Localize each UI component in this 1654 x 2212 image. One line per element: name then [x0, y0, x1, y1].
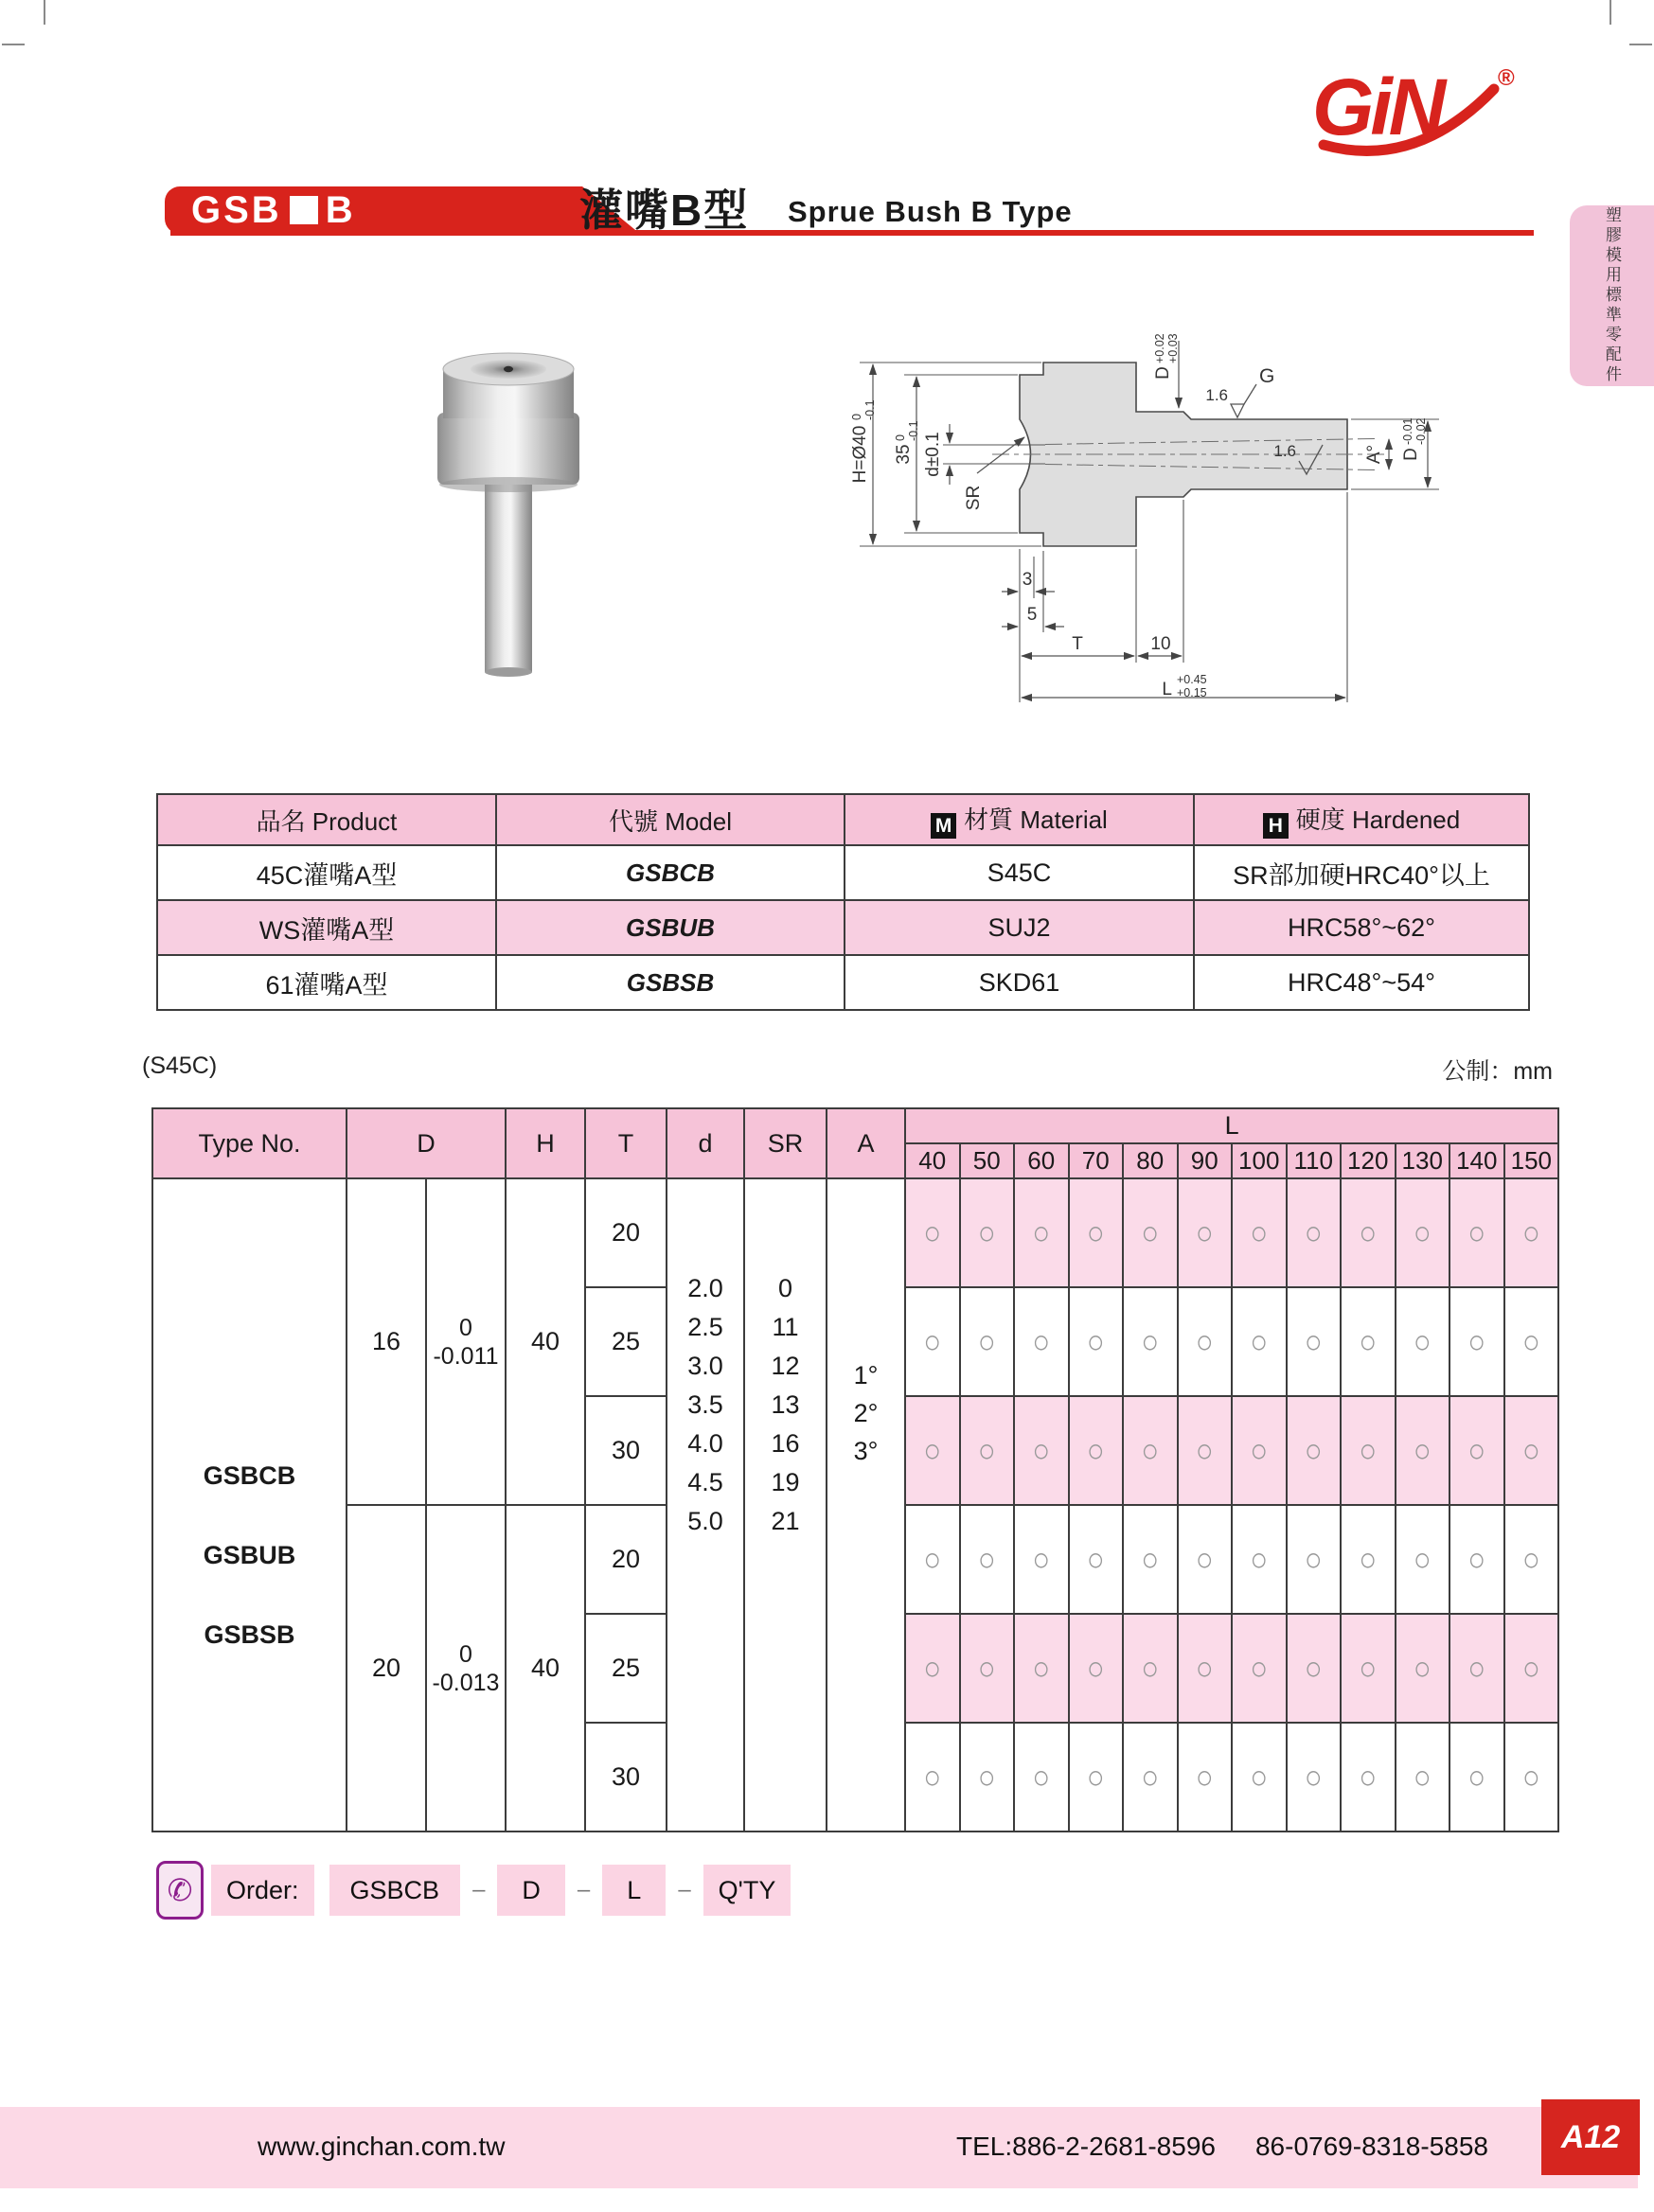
spec-header-row [157, 794, 1529, 845]
availability-circle: ○ [1413, 1321, 1432, 1361]
availability-circle: ○ [1141, 1757, 1160, 1796]
col-model: 代號 Model [496, 794, 845, 845]
T-value: 20 [585, 1178, 667, 1287]
material: SUJ2 [845, 900, 1194, 955]
availability-circle: ○ [1467, 1648, 1486, 1688]
l-col-header: 60 [1014, 1143, 1069, 1178]
availability-circle: ○ [1413, 1648, 1432, 1688]
dimension-table [151, 1107, 1559, 1832]
hardness: HRC48°~54° [1194, 955, 1529, 1010]
material: SKD61 [845, 955, 1194, 1010]
svg-text:1.6: 1.6 [1273, 442, 1296, 460]
availability-circle: ○ [1521, 1430, 1540, 1470]
l-col-header: 150 [1504, 1143, 1559, 1178]
availability-cell [1449, 1505, 1504, 1614]
dim-row [152, 1178, 1558, 1287]
model-code-suffix: B [325, 188, 356, 231]
drawing-labels [850, 333, 1428, 699]
l-col-header: 80 [1123, 1143, 1178, 1178]
availability-cell [1504, 1287, 1559, 1396]
availability-circle: ○ [1413, 1539, 1432, 1579]
col-H: H [506, 1108, 585, 1178]
availability-cell [1232, 1178, 1287, 1287]
col-T: T [585, 1108, 667, 1178]
availability-circle: ○ [1521, 1321, 1540, 1361]
availability-cell [1449, 1723, 1504, 1832]
availability-cell [1123, 1178, 1178, 1287]
availability-circle: ○ [1195, 1212, 1214, 1252]
svg-text:+0.03: +0.03 [1166, 333, 1180, 363]
availability-circle: ○ [1032, 1648, 1051, 1688]
website: www.ginchan.com.tw [258, 2132, 506, 2161]
product-name: WS灌嘴A型 [157, 900, 496, 955]
availability-cell [960, 1287, 1015, 1396]
availability-cell [905, 1287, 960, 1396]
availability-circle: ○ [1032, 1539, 1051, 1579]
H-value: 40 [506, 1505, 585, 1832]
l-col-header: 70 [1069, 1143, 1124, 1178]
availability-circle: ○ [1250, 1539, 1269, 1579]
svg-text:T: T [1072, 634, 1083, 654]
col-SR: SR [744, 1108, 827, 1178]
availability-circle: ○ [977, 1321, 996, 1361]
brand-logo [1307, 55, 1529, 161]
svg-text:+0.02: +0.02 [1153, 333, 1166, 363]
availability-circle: ○ [1250, 1648, 1269, 1688]
availability-cell [905, 1723, 960, 1832]
availability-cell [1069, 1287, 1124, 1396]
availability-circle: ○ [1413, 1430, 1432, 1470]
col-product: 品名 Product [157, 794, 496, 845]
availability-cell [1396, 1614, 1450, 1723]
availability-cell [1504, 1396, 1559, 1505]
d-values-cell: 2.0 2.5 3.0 3.5 4.0 4.5 5.0 [667, 1178, 744, 1832]
order-separator: – [678, 1877, 691, 1902]
availability-cell [1449, 1178, 1504, 1287]
availability-circle: ○ [1467, 1539, 1486, 1579]
availability-circle: ○ [1250, 1212, 1269, 1252]
svg-text:H=Ø40: H=Ø40 [850, 425, 870, 484]
availability-cell [1069, 1178, 1124, 1287]
material-badge-icon: M [931, 813, 956, 839]
hardened-badge-icon: H [1263, 813, 1289, 839]
svg-text:SR: SR [964, 485, 984, 511]
availability-cell [1123, 1287, 1178, 1396]
availability-cell [960, 1614, 1015, 1723]
availability-cell [1287, 1178, 1342, 1287]
availability-cell [1396, 1723, 1450, 1832]
crop-mark [1610, 0, 1611, 25]
page-title-en: Sprue Bush B Type [788, 195, 1073, 228]
availability-cell [1341, 1614, 1396, 1723]
availability-cell [1069, 1396, 1124, 1505]
page-title-zh: 灌嘴B型 [579, 186, 750, 235]
telephone: TEL:886-2-2681-8596 86-0769-8318-5858 [956, 2132, 1488, 2161]
availability-cell [1396, 1287, 1450, 1396]
availability-circle: ○ [1141, 1321, 1160, 1361]
svg-text:3: 3 [1022, 570, 1033, 590]
availability-circle: ○ [923, 1757, 942, 1796]
availability-circle: ○ [1086, 1648, 1105, 1688]
availability-cell [1449, 1614, 1504, 1723]
order-separator: – [577, 1877, 591, 1902]
model-code-badge [163, 186, 642, 235]
availability-cell [960, 1505, 1015, 1614]
l-col-header: 140 [1449, 1143, 1504, 1178]
availability-cell [1341, 1505, 1396, 1614]
availability-circle: ○ [1304, 1539, 1323, 1579]
T-value: 20 [585, 1505, 667, 1614]
svg-text:-0.01: -0.01 [1401, 417, 1414, 445]
col-hardened: H 硬度 Hardened [1194, 794, 1529, 845]
availability-cell [1504, 1614, 1559, 1723]
availability-circle: ○ [1521, 1539, 1540, 1579]
availability-cell [1123, 1614, 1178, 1723]
svg-text:1.6: 1.6 [1205, 386, 1228, 404]
availability-circle: ○ [1521, 1648, 1540, 1688]
availability-cell [1178, 1614, 1233, 1723]
availability-circle: ○ [1359, 1430, 1378, 1470]
availability-circle: ○ [1359, 1212, 1378, 1252]
crop-mark [1629, 44, 1652, 45]
availability-circle: ○ [1304, 1321, 1323, 1361]
availability-circle: ○ [1032, 1757, 1051, 1796]
availability-cell [905, 1178, 960, 1287]
order-part-D: D [497, 1865, 565, 1916]
availability-circle: ○ [977, 1757, 996, 1796]
availability-cell [905, 1505, 960, 1614]
availability-circle: ○ [977, 1648, 996, 1688]
availability-circle: ○ [1086, 1212, 1105, 1252]
availability-cell [960, 1723, 1015, 1832]
l-col-header: 50 [960, 1143, 1015, 1178]
svg-text:5: 5 [1026, 605, 1038, 625]
availability-circle: ○ [1195, 1430, 1214, 1470]
availability-circle: ○ [1359, 1539, 1378, 1579]
dim-header-row [152, 1108, 1558, 1143]
availability-cell [1449, 1396, 1504, 1505]
hardness: HRC58°~62° [1194, 900, 1529, 955]
material-note: (S45C) [142, 1053, 218, 1079]
availability-cell [1014, 1287, 1069, 1396]
availability-cell [1287, 1614, 1342, 1723]
availability-circle: ○ [923, 1648, 942, 1688]
col-L: L [905, 1108, 1558, 1143]
availability-circle: ○ [1304, 1430, 1323, 1470]
availability-circle: ○ [923, 1539, 942, 1579]
spec-table [156, 793, 1530, 1011]
availability-circle: ○ [1141, 1539, 1160, 1579]
availability-circle: ○ [1195, 1321, 1214, 1361]
availability-cell [1504, 1723, 1559, 1832]
availability-cell [1123, 1723, 1178, 1832]
unit-note: 公制：mm [1442, 1058, 1553, 1085]
spec-row [157, 900, 1529, 955]
svg-text:+0.15: +0.15 [1177, 686, 1207, 699]
spec-row [157, 845, 1529, 900]
availability-cell [1014, 1178, 1069, 1287]
col-material: M 材質 Material [845, 794, 1194, 845]
svg-text:+0.45: +0.45 [1177, 673, 1207, 686]
availability-circle: ○ [923, 1430, 942, 1470]
technical-drawing [814, 312, 1458, 729]
availability-cell [1504, 1505, 1559, 1614]
order-separator: – [472, 1877, 486, 1902]
availability-cell [1178, 1505, 1233, 1614]
availability-cell [1341, 1287, 1396, 1396]
availability-cell [1504, 1178, 1559, 1287]
availability-circle: ○ [1359, 1757, 1378, 1796]
availability-cell [1396, 1396, 1450, 1505]
svg-text:L: L [1162, 680, 1172, 699]
availability-circle: ○ [1086, 1539, 1105, 1579]
photo-flange [437, 413, 579, 485]
type-no-cell [152, 1178, 347, 1832]
availability-circle: ○ [1195, 1539, 1214, 1579]
photo-shaft [485, 483, 532, 672]
hardness: SR部加硬HRC40°以上 [1194, 845, 1529, 900]
availability-cell [1069, 1505, 1124, 1614]
model-code [191, 187, 356, 233]
availability-circle: ○ [1467, 1430, 1486, 1470]
availability-circle: ○ [1467, 1212, 1486, 1252]
availability-circle: ○ [1467, 1757, 1486, 1796]
availability-circle: ○ [1195, 1757, 1214, 1796]
l-col-header: 100 [1232, 1143, 1287, 1178]
availability-cell [1014, 1723, 1069, 1832]
model-code: GSBSB [496, 955, 845, 1010]
crop-mark [44, 0, 45, 25]
side-tab-label: 塑膠模用標準零配件 [1603, 206, 1621, 385]
model-code: GSBCB [496, 845, 845, 900]
sr-values-cell: 0 11 12 13 16 19 21 [744, 1178, 827, 1832]
availability-cell [1396, 1505, 1450, 1614]
availability-cell [1287, 1287, 1342, 1396]
availability-circle: ○ [1304, 1648, 1323, 1688]
l-col-header: 90 [1178, 1143, 1233, 1178]
a-values-cell: 1° 2° 3° [827, 1178, 905, 1832]
category-side-tab [1570, 205, 1654, 386]
product-name: 45C灌嘴A型 [157, 845, 496, 900]
availability-cell [1287, 1396, 1342, 1505]
svg-text:D: D [1401, 448, 1421, 461]
product-photo [428, 343, 589, 700]
availability-circle: ○ [1359, 1648, 1378, 1688]
availability-cell [1232, 1287, 1287, 1396]
model-code-prefix: GSB [191, 188, 282, 231]
availability-circle: ○ [1141, 1648, 1160, 1688]
availability-circle: ○ [1086, 1430, 1105, 1470]
availability-cell [960, 1396, 1015, 1505]
availability-circle: ○ [1304, 1757, 1323, 1796]
availability-cell [1232, 1723, 1287, 1832]
availability-cell [1232, 1505, 1287, 1614]
svg-text:-0.02: -0.02 [1414, 417, 1428, 445]
l-col-header: 120 [1341, 1143, 1396, 1178]
svg-text:0: 0 [894, 434, 907, 441]
col-A: A [827, 1108, 905, 1178]
D-tolerance: 0 -0.013 [426, 1505, 506, 1832]
availability-circle: ○ [1521, 1212, 1540, 1252]
registered-mark-icon: ® [1498, 65, 1515, 91]
availability-cell [1287, 1723, 1342, 1832]
availability-circle: ○ [1032, 1321, 1051, 1361]
col-D: D [347, 1108, 506, 1178]
availability-cell [1014, 1614, 1069, 1723]
svg-text:-0.1: -0.1 [863, 399, 877, 420]
svg-text:-0.1: -0.1 [907, 420, 920, 441]
availability-circle: ○ [1032, 1430, 1051, 1470]
svg-text:G: G [1259, 365, 1275, 387]
availability-cell [1396, 1178, 1450, 1287]
availability-cell [1123, 1396, 1178, 1505]
crop-mark [2, 44, 25, 45]
availability-cell [1014, 1396, 1069, 1505]
availability-circle: ○ [1304, 1212, 1323, 1252]
availability-cell [1341, 1723, 1396, 1832]
availability-circle: ○ [1141, 1430, 1160, 1470]
T-value: 30 [585, 1723, 667, 1832]
phone-icon: ✆ [156, 1861, 204, 1920]
availability-cell [1178, 1396, 1233, 1505]
material: S45C [845, 845, 1194, 900]
footer-bar [0, 2107, 1638, 2188]
l-col-header: 40 [905, 1143, 960, 1178]
availability-cell [1287, 1505, 1342, 1614]
availability-circle: ○ [1413, 1757, 1432, 1796]
availability-circle: ○ [1250, 1321, 1269, 1361]
D-tolerance: 0 -0.011 [426, 1178, 506, 1505]
page-number-badge: A12 [1541, 2099, 1640, 2175]
svg-text:10: 10 [1150, 634, 1171, 654]
spec-row [157, 955, 1529, 1010]
H-value: 40 [506, 1178, 585, 1505]
order-label: Order: [211, 1865, 314, 1916]
availability-circle: ○ [1032, 1212, 1051, 1252]
availability-circle: ○ [923, 1321, 942, 1361]
model-code: GSBUB [496, 900, 845, 955]
photo-orifice [504, 366, 513, 372]
availability-circle: ○ [1250, 1757, 1269, 1796]
availability-cell [960, 1178, 1015, 1287]
T-value: 30 [585, 1396, 667, 1505]
l-col-header: 130 [1396, 1143, 1450, 1178]
availability-cell [1232, 1614, 1287, 1723]
availability-circle: ○ [1250, 1430, 1269, 1470]
svg-text:D: D [1153, 366, 1173, 380]
logo-text: GiN [1312, 62, 1443, 151]
availability-cell [1123, 1505, 1178, 1614]
availability-circle: ○ [923, 1212, 942, 1252]
D-value: 20 [347, 1505, 426, 1832]
availability-circle: ○ [1467, 1321, 1486, 1361]
svg-text:A°: A° [1364, 444, 1384, 465]
availability-cell [1449, 1287, 1504, 1396]
svg-text:d±0.1: d±0.1 [923, 432, 943, 477]
availability-circle: ○ [1141, 1212, 1160, 1252]
availability-cell [1069, 1614, 1124, 1723]
placeholder-square-icon [290, 196, 318, 224]
availability-cell [1341, 1396, 1396, 1505]
order-format-row [156, 1861, 791, 1920]
order-part-L: L [602, 1865, 666, 1916]
svg-text:35: 35 [894, 444, 914, 465]
svg-text:0: 0 [850, 414, 863, 420]
availability-circle: ○ [977, 1212, 996, 1252]
availability-cell [1341, 1178, 1396, 1287]
D-value: 16 [347, 1178, 426, 1505]
availability-circle: ○ [1359, 1321, 1378, 1361]
l-col-header: 110 [1287, 1143, 1342, 1178]
availability-cell [905, 1396, 960, 1505]
availability-circle: ○ [1195, 1648, 1214, 1688]
product-name: 61灌嘴A型 [157, 955, 496, 1010]
availability-circle: ○ [977, 1430, 996, 1470]
availability-cell [905, 1614, 960, 1723]
availability-cell [1069, 1723, 1124, 1832]
availability-circle: ○ [977, 1539, 996, 1579]
availability-cell [1014, 1505, 1069, 1614]
availability-circle: ○ [1413, 1212, 1432, 1252]
availability-cell [1178, 1287, 1233, 1396]
col-type-no: Type No. [152, 1108, 347, 1178]
availability-cell [1178, 1723, 1233, 1832]
availability-circle: ○ [1086, 1757, 1105, 1796]
availability-circle: ○ [1086, 1321, 1105, 1361]
type-model-list: GSBCB GSBUB GSBSB [203, 1461, 296, 1649]
availability-cell [1232, 1396, 1287, 1505]
order-part-qty: Q'TY [703, 1865, 791, 1916]
col-d: d [667, 1108, 744, 1178]
availability-circle: ○ [1521, 1757, 1540, 1796]
order-part-model: GSBCB [329, 1865, 461, 1916]
T-value: 25 [585, 1287, 667, 1396]
availability-cell [1178, 1178, 1233, 1287]
T-value: 25 [585, 1614, 667, 1723]
